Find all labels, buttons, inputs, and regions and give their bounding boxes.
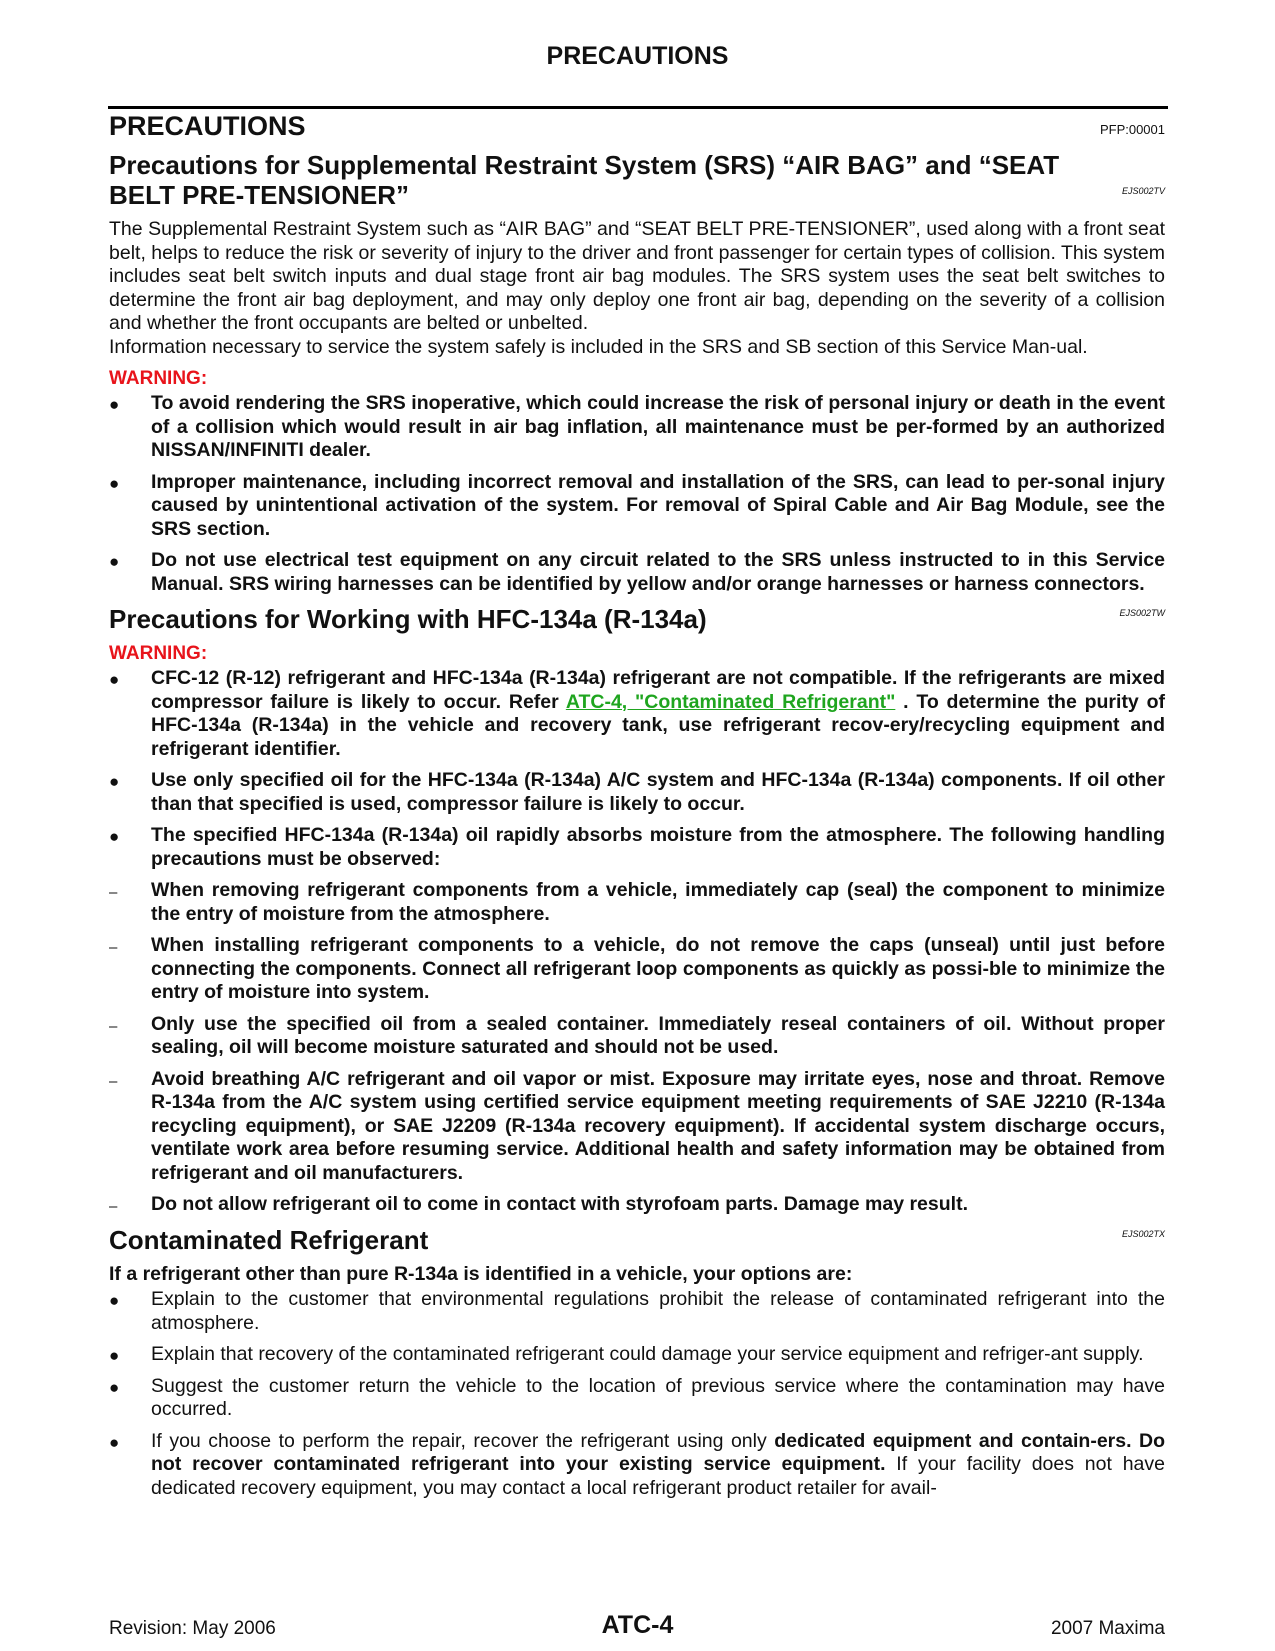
bullet-icon: ● bbox=[109, 1346, 120, 1365]
bullet-icon: ● bbox=[109, 827, 120, 846]
srs-body bbox=[109, 218, 1165, 359]
dash-item: – When installing refrigerant components to a vehicle, do not remove the caps (unseal) until just before connecting the components. Connect all refrigerant loop components as quickly as possi-ble to minimize the entry of moisture into system. bbox=[109, 934, 1165, 1003]
dash-icon: – bbox=[109, 1017, 118, 1035]
dash-icon: – bbox=[109, 1198, 118, 1215]
bullet-icon: ● bbox=[109, 1432, 120, 1452]
dash-item: – Avoid breathing A/C refrigerant and oil vapor or mist. Exposure may irritate eyes, nose and throat. Remove R-134a from the A/C system using certified service equipment meeting requirements of SAE J2210 (R-134a recycling equipment), or SAE J2209 (R-134a recovery equipment). If accidental system discharge occurs, ventilate work area before resuming service. Additional health and safety information may be obtained from refrigerant and oil manufacturers. bbox=[109, 1067, 1165, 1184]
hfc-heading-text: Precautions for Working with HFC-134a (R-134a) bbox=[109, 604, 707, 634]
bullet-icon: ● bbox=[109, 395, 120, 414]
bullet-icon: ● bbox=[109, 1291, 120, 1310]
contaminated-heading-text: Contaminated Refrigerant bbox=[109, 1224, 429, 1255]
bullet-icon: ● bbox=[109, 473, 120, 493]
contaminated-heading bbox=[109, 1225, 1165, 1255]
list-item: ● Do not use electrical test equipment on any circuit related to the SRS unless instructed to in this Service Manual. SRS wiring harnesses can be identified by yellow and/or orange harnesses or harness connectors. bbox=[109, 549, 1165, 595]
footer-revision: Revision: May 2006 bbox=[109, 1618, 276, 1639]
list-item: ● CFC-12 (R-12) refrigerant and HFC-134a (R-134a) refrigerant are not compatible. If the refrigerants are mixed compressor failure is likely to occur. Refer ATC-4, "Contaminated Refrigerant" . To determine the purity of HFC-134a (R-134a) in the vehicle and recovery tank, use refrigerant recov-ery/recycling equipment and refrigerant identifier. bbox=[109, 667, 1165, 760]
list-item: ● To avoid rendering the SRS inoperative, which could increase the risk of personal injury or death in the event of a collision which would result in air bag inflation, all maintenance must be per-formed by an authorized NISSAN/INFINITI dealer. bbox=[109, 392, 1165, 461]
hfc-code: EJS002TW bbox=[1119, 608, 1165, 618]
contaminated-code: EJS002TX bbox=[1121, 1228, 1165, 1239]
pfp-code: PFP:00001 bbox=[1099, 122, 1165, 137]
footer-model: 2007 Maxima bbox=[1050, 1618, 1165, 1639]
dash-item: – Do not allow refrigerant oil to come in contact with styrofoam parts. Damage may result. bbox=[109, 1193, 1165, 1217]
list-item: ● If you choose to perform the repair, recover the refrigerant using only dedicated equipment and contain-ers. Do not recover contaminated refrigerant into your existing service equipment. If your facility does not have dedicated recovery equipment, you may contact a local refrigerant product retailer for avail- bbox=[109, 1429, 1166, 1499]
list-item: ● Use only specified oil for the HFC-134a (R-134a) A/C system and HFC-134a (R-134a) components. If oil other than that specified is used, compressor failure is likely to occur. bbox=[109, 769, 1165, 815]
dash-icon: – bbox=[109, 939, 118, 956]
bullet-icon: ● bbox=[109, 552, 120, 571]
srs-heading-line2: BELT PRE-TENSIONER” bbox=[109, 180, 409, 210]
list-item: ● Improper maintenance, including incorrect removal and installation of the SRS, can lead to per-sonal injury caused by unintentional activation of the system. For removal of Spiral Cable and Air Bag Module, see the SRS section. bbox=[109, 470, 1165, 540]
contaminated-list bbox=[109, 1288, 1165, 1500]
dash-icon: – bbox=[109, 1072, 118, 1090]
srs-warning-label: WARNING: bbox=[109, 368, 208, 389]
list-item: ● Explain that recovery of the contaminated refrigerant could damage your service equipment and refriger-ant supply. bbox=[109, 1343, 1165, 1367]
list-item: ● Explain to the customer that environmental regulations prohibit the release of contaminated refrigerant into the atmosphere. bbox=[109, 1288, 1165, 1334]
dash-item: – Only use the specified oil from a sealed container. Immediately reseal containers of oil. Without proper sealing, oil will become moisture saturated and should not be used. bbox=[109, 1012, 1165, 1058]
page-content bbox=[109, 108, 1165, 1508]
section-title: PRECAUTIONS bbox=[109, 111, 306, 141]
srs-body-text: The Supplemental Restraint System such as “AIR BAG” and “SEAT BELT PRE-TENSIONER”, used along with a front seat belt, helps to reduce the risk or severity of injury to the driver and front passenger for certain types of collision. This system includes seat belt switch inputs and dual stage front air bag modules. The SRS system uses the seat belt switches to determine the front air bag deployment, and may only deploy one front air bag, depending on the severity of a collision and whether the front occupants are belted or unbelted. bbox=[109, 218, 1165, 334]
footer-page-number: ATC-4 bbox=[601, 1611, 674, 1639]
bullet-icon: ● bbox=[109, 670, 120, 689]
bullet-icon: ● bbox=[109, 772, 120, 791]
srs-code: EJS002TV bbox=[1121, 186, 1165, 196]
hfc-warning-list bbox=[109, 667, 1165, 1217]
srs-body-text-2: Information necessary to service the system safely is included in the SRS and SB section of this Service Man-ual. bbox=[109, 335, 1088, 358]
list-item: ● Suggest the customer return the vehicle to the location of previous service where the contamination may have occurred. bbox=[109, 1374, 1165, 1420]
running-head: PRECAUTIONS bbox=[546, 42, 729, 70]
srs-warning-list bbox=[109, 392, 1165, 596]
hfc-heading bbox=[109, 604, 1165, 634]
contaminated-refrigerant-link[interactable]: ATC-4, "Contaminated Refrigerant" bbox=[565, 690, 896, 713]
dash-item: – When removing refrigerant components from a vehicle, immediately cap (seal) the component to minimize the entry of moisture from the atmosphere. bbox=[109, 879, 1165, 925]
section-header bbox=[109, 108, 1165, 144]
hfc-warning-label: WARNING: bbox=[109, 643, 208, 664]
srs-heading bbox=[109, 150, 1165, 210]
list-item: ● The specified HFC-134a (R-134a) oil rapidly absorbs moisture from the atmosphere. The following handling precautions must be observed: bbox=[109, 824, 1165, 870]
srs-heading-line1: Precautions for Supplemental Restraint System (SRS) “AIR BAG” and “SEAT bbox=[109, 150, 1060, 180]
bullet-icon: ● bbox=[109, 1377, 120, 1397]
contaminated-lead: If a refrigerant other than pure R-134a is identified in a vehicle, your options are: bbox=[109, 1262, 853, 1285]
dash-icon: – bbox=[109, 884, 118, 901]
